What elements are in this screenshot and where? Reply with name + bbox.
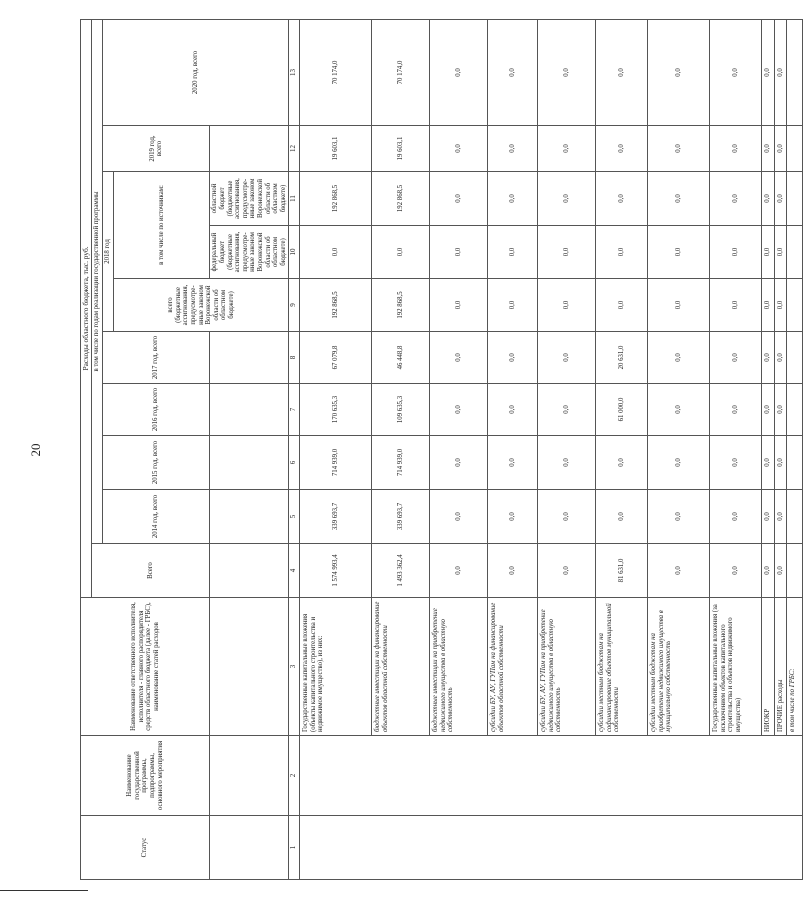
- value-cell: 0,0: [372, 226, 430, 279]
- value-cell: 0,0: [710, 279, 762, 332]
- value-cell: [787, 544, 803, 598]
- value-cell: 0,0: [430, 332, 488, 384]
- header-status: Статус: [81, 816, 210, 880]
- value-cell: 0,0: [710, 436, 762, 490]
- header-spacer: [210, 384, 289, 436]
- column-number: 9: [289, 279, 300, 332]
- value-cell: 0,0: [774, 172, 787, 226]
- value-cell: 0,0: [774, 126, 787, 172]
- value-cell: 0,0: [710, 332, 762, 384]
- value-cell: 0,0: [774, 436, 787, 490]
- value-cell: 0,0: [488, 544, 538, 598]
- column-number: 7: [289, 384, 300, 436]
- header-2017: 2017 год, всего: [103, 332, 210, 384]
- row-name-cell: субсидии БУ, АУ, ГУПам на приобретение недвижимого имущества в областную собственность: [538, 598, 596, 736]
- status-cell: [300, 816, 803, 880]
- value-cell: 0,0: [538, 126, 596, 172]
- value-cell: 0,0: [488, 172, 538, 226]
- value-cell: 0,0: [648, 544, 710, 598]
- program-cell: [300, 736, 803, 816]
- header-2018-regional: областной бюджет (бюджетные ассигнования, предусмотре-нные законом Воронежской области об областном бюджете): [210, 172, 289, 226]
- value-cell: 0,0: [538, 172, 596, 226]
- value-cell: 0,0: [762, 436, 775, 490]
- value-cell: 0,0: [488, 126, 538, 172]
- header-2018-federal: федеральный бюджет (бюджетные ассигнования, предусмотре-нные законом Воронежской области об областном бюджете): [210, 226, 289, 279]
- value-cell: 46 448,8: [372, 332, 430, 384]
- value-cell: 67 079,8: [300, 332, 372, 384]
- row-name-cell: НИОКР: [762, 598, 775, 736]
- value-cell: 0,0: [774, 226, 787, 279]
- header-spacer: [210, 332, 289, 384]
- value-cell: 0,0: [596, 19, 648, 125]
- column-number: 6: [289, 436, 300, 490]
- value-cell: 0,0: [648, 436, 710, 490]
- header-spacer: [210, 436, 289, 490]
- column-number: 4: [289, 544, 300, 598]
- column-number: 2: [289, 736, 300, 816]
- value-cell: 1 493 362,4: [372, 544, 430, 598]
- column-number: 12: [289, 126, 300, 172]
- value-cell: 20 631,0: [596, 332, 648, 384]
- value-cell: [787, 490, 803, 544]
- value-cell: 339 693,7: [372, 490, 430, 544]
- rotated-table-container: [80, 20, 797, 880]
- value-cell: [787, 384, 803, 436]
- value-cell: 0,0: [488, 279, 538, 332]
- value-cell: 0,0: [596, 126, 648, 172]
- value-cell: 0,0: [648, 490, 710, 544]
- value-cell: [787, 436, 803, 490]
- header-spacer: [210, 598, 289, 736]
- table-subtitle: в том числе по годам реализации государственной программы: [92, 19, 103, 543]
- value-cell: 0,0: [762, 226, 775, 279]
- value-cell: 0,0: [430, 126, 488, 172]
- column-number: 13: [289, 19, 300, 125]
- value-cell: 0,0: [710, 126, 762, 172]
- value-cell: 0,0: [774, 490, 787, 544]
- value-cell: [787, 226, 803, 279]
- header-spacer: [210, 126, 289, 172]
- budget-table: [80, 19, 803, 880]
- value-cell: [787, 279, 803, 332]
- value-cell: 170 635,3: [300, 384, 372, 436]
- value-cell: 0,0: [430, 436, 488, 490]
- value-cell: 0,0: [774, 332, 787, 384]
- header-2018-total: всего (бюджетные ассигнования, предусмотре-нные законом Воронежской области об областном бюджете): [114, 279, 289, 332]
- value-cell: [787, 19, 803, 125]
- value-cell: 0,0: [430, 384, 488, 436]
- row-name-cell: в том числе по ГРБС:: [787, 598, 803, 736]
- header-spacer: [210, 544, 289, 598]
- row-name-cell: Государственные капитальные вложения (объекты капитального строительства и недвижимое имущество), из них:: [300, 598, 372, 736]
- value-cell: 192 868,5: [372, 172, 430, 226]
- header-program: Наименование государственной программы, подпрограммы, основного мероприятия: [81, 736, 210, 816]
- header-2019: 2019 год, всего: [103, 126, 210, 172]
- value-cell: 19 603,1: [300, 126, 372, 172]
- value-cell: 0,0: [648, 172, 710, 226]
- value-cell: 0,0: [710, 490, 762, 544]
- value-cell: 0,0: [762, 490, 775, 544]
- value-cell: 0,0: [430, 490, 488, 544]
- value-cell: 0,0: [710, 384, 762, 436]
- value-cell: 81 631,0: [596, 544, 648, 598]
- value-cell: 0,0: [538, 490, 596, 544]
- value-cell: 0,0: [648, 226, 710, 279]
- header-2016: 2016 год, всего: [103, 384, 210, 436]
- value-cell: 0,0: [488, 226, 538, 279]
- value-cell: 0,0: [538, 384, 596, 436]
- value-cell: 70 174,0: [300, 19, 372, 125]
- value-cell: 1 574 993,4: [300, 544, 372, 598]
- value-cell: 0,0: [538, 19, 596, 125]
- value-cell: 0,0: [762, 332, 775, 384]
- value-cell: 0,0: [488, 490, 538, 544]
- table-row: [300, 19, 372, 879]
- value-cell: 0,0: [774, 279, 787, 332]
- column-number: 11: [289, 172, 300, 226]
- value-cell: 0,0: [762, 172, 775, 226]
- value-cell: 19 603,1: [372, 126, 430, 172]
- value-cell: 0,0: [774, 544, 787, 598]
- value-cell: 0,0: [538, 226, 596, 279]
- value-cell: [787, 126, 803, 172]
- value-cell: 0,0: [488, 436, 538, 490]
- value-cell: 0,0: [538, 544, 596, 598]
- page-number: 20: [28, 443, 43, 457]
- column-number: 3: [289, 598, 300, 736]
- header-spacer: [210, 490, 289, 544]
- column-number: 1: [289, 816, 300, 880]
- value-cell: 0,0: [710, 226, 762, 279]
- value-cell: 61 000,0: [596, 384, 648, 436]
- value-cell: 0,0: [710, 172, 762, 226]
- header-2015: 2015 год, всего: [103, 436, 210, 490]
- value-cell: 0,0: [774, 19, 787, 125]
- value-cell: 714 939,0: [372, 436, 430, 490]
- table-frame: [80, 20, 797, 880]
- value-cell: 0,0: [648, 126, 710, 172]
- value-cell: 0,0: [762, 384, 775, 436]
- value-cell: 0,0: [596, 226, 648, 279]
- value-cell: 0,0: [538, 436, 596, 490]
- value-cell: 0,0: [648, 332, 710, 384]
- column-number: 5: [289, 490, 300, 544]
- row-name-cell: бюджетные инвестиции на приобретение недвижимого имущества в областную собственность: [430, 598, 488, 736]
- value-cell: 0,0: [762, 279, 775, 332]
- row-name-cell: ПРОЧИЕ расходы: [774, 598, 787, 736]
- value-cell: 0,0: [488, 384, 538, 436]
- header-executor: Наименование ответственного исполнителя, исполнителя - главного распорядителя средств областного бюджета (далее - ГРБС), наименование статей расходов: [81, 598, 210, 736]
- value-cell: 0,0: [538, 332, 596, 384]
- value-cell: 192 868,5: [372, 279, 430, 332]
- value-cell: 0,0: [430, 544, 488, 598]
- value-cell: 0,0: [710, 544, 762, 598]
- value-cell: 0,0: [430, 279, 488, 332]
- value-cell: 0,0: [596, 172, 648, 226]
- value-cell: 0,0: [430, 172, 488, 226]
- value-cell: 714 939,0: [300, 436, 372, 490]
- value-cell: 0,0: [430, 19, 488, 125]
- value-cell: 0,0: [596, 490, 648, 544]
- value-cell: 0,0: [488, 19, 538, 125]
- value-cell: 0,0: [300, 226, 372, 279]
- value-cell: 0,0: [762, 19, 775, 125]
- value-cell: 70 174,0: [372, 19, 430, 125]
- value-cell: [787, 332, 803, 384]
- value-cell: 0,0: [488, 332, 538, 384]
- row-name-cell: субсидии местным бюджетам на софинансирование объектов муниципальной собственности: [596, 598, 648, 736]
- value-cell: 0,0: [774, 384, 787, 436]
- header-2018-sources: в том числе по источникам:: [114, 172, 210, 279]
- value-cell: 0,0: [648, 384, 710, 436]
- value-cell: 339 693,7: [300, 490, 372, 544]
- value-cell: 0,0: [538, 279, 596, 332]
- value-cell: 0,0: [710, 19, 762, 125]
- value-cell: 0,0: [762, 126, 775, 172]
- value-cell: 0,0: [596, 279, 648, 332]
- value-cell: 192 868,5: [300, 172, 372, 226]
- value-cell: 0,0: [430, 226, 488, 279]
- row-name-cell: бюджетные инвестиции на финансирование объектов областной собственности: [372, 598, 430, 736]
- table-title: Расходы областного бюджета, тыс. руб.: [81, 19, 92, 597]
- value-cell: [787, 172, 803, 226]
- value-cell: 109 635,3: [372, 384, 430, 436]
- row-name-cell: субсидии местным бюджетам на приобретение недвижимого имущества в муниципальную собственность: [648, 598, 710, 736]
- column-number: 10: [289, 226, 300, 279]
- header-total: Всего: [92, 544, 210, 598]
- header-2014: 2014 год, всего: [103, 490, 210, 544]
- value-cell: 0,0: [648, 279, 710, 332]
- header-2018-group: 2018 год: [103, 172, 114, 332]
- value-cell: 192 868,5: [300, 279, 372, 332]
- header-2020: 2020 год, всего: [103, 19, 289, 125]
- value-cell: 0,0: [596, 436, 648, 490]
- bottom-rule: [0, 890, 88, 891]
- row-name-cell: субсидии БУ, АУ, ГУПам на финансирование объектов областной собственности: [488, 598, 538, 736]
- column-number: 8: [289, 332, 300, 384]
- value-cell: 0,0: [762, 544, 775, 598]
- row-name-cell: Государственные капитальные вложения (за исключением объектов капитального строительства и объектов недвижимого имущества): [710, 598, 762, 736]
- header-spacer: [210, 816, 289, 880]
- header-spacer: [210, 736, 289, 816]
- value-cell: 0,0: [648, 19, 710, 125]
